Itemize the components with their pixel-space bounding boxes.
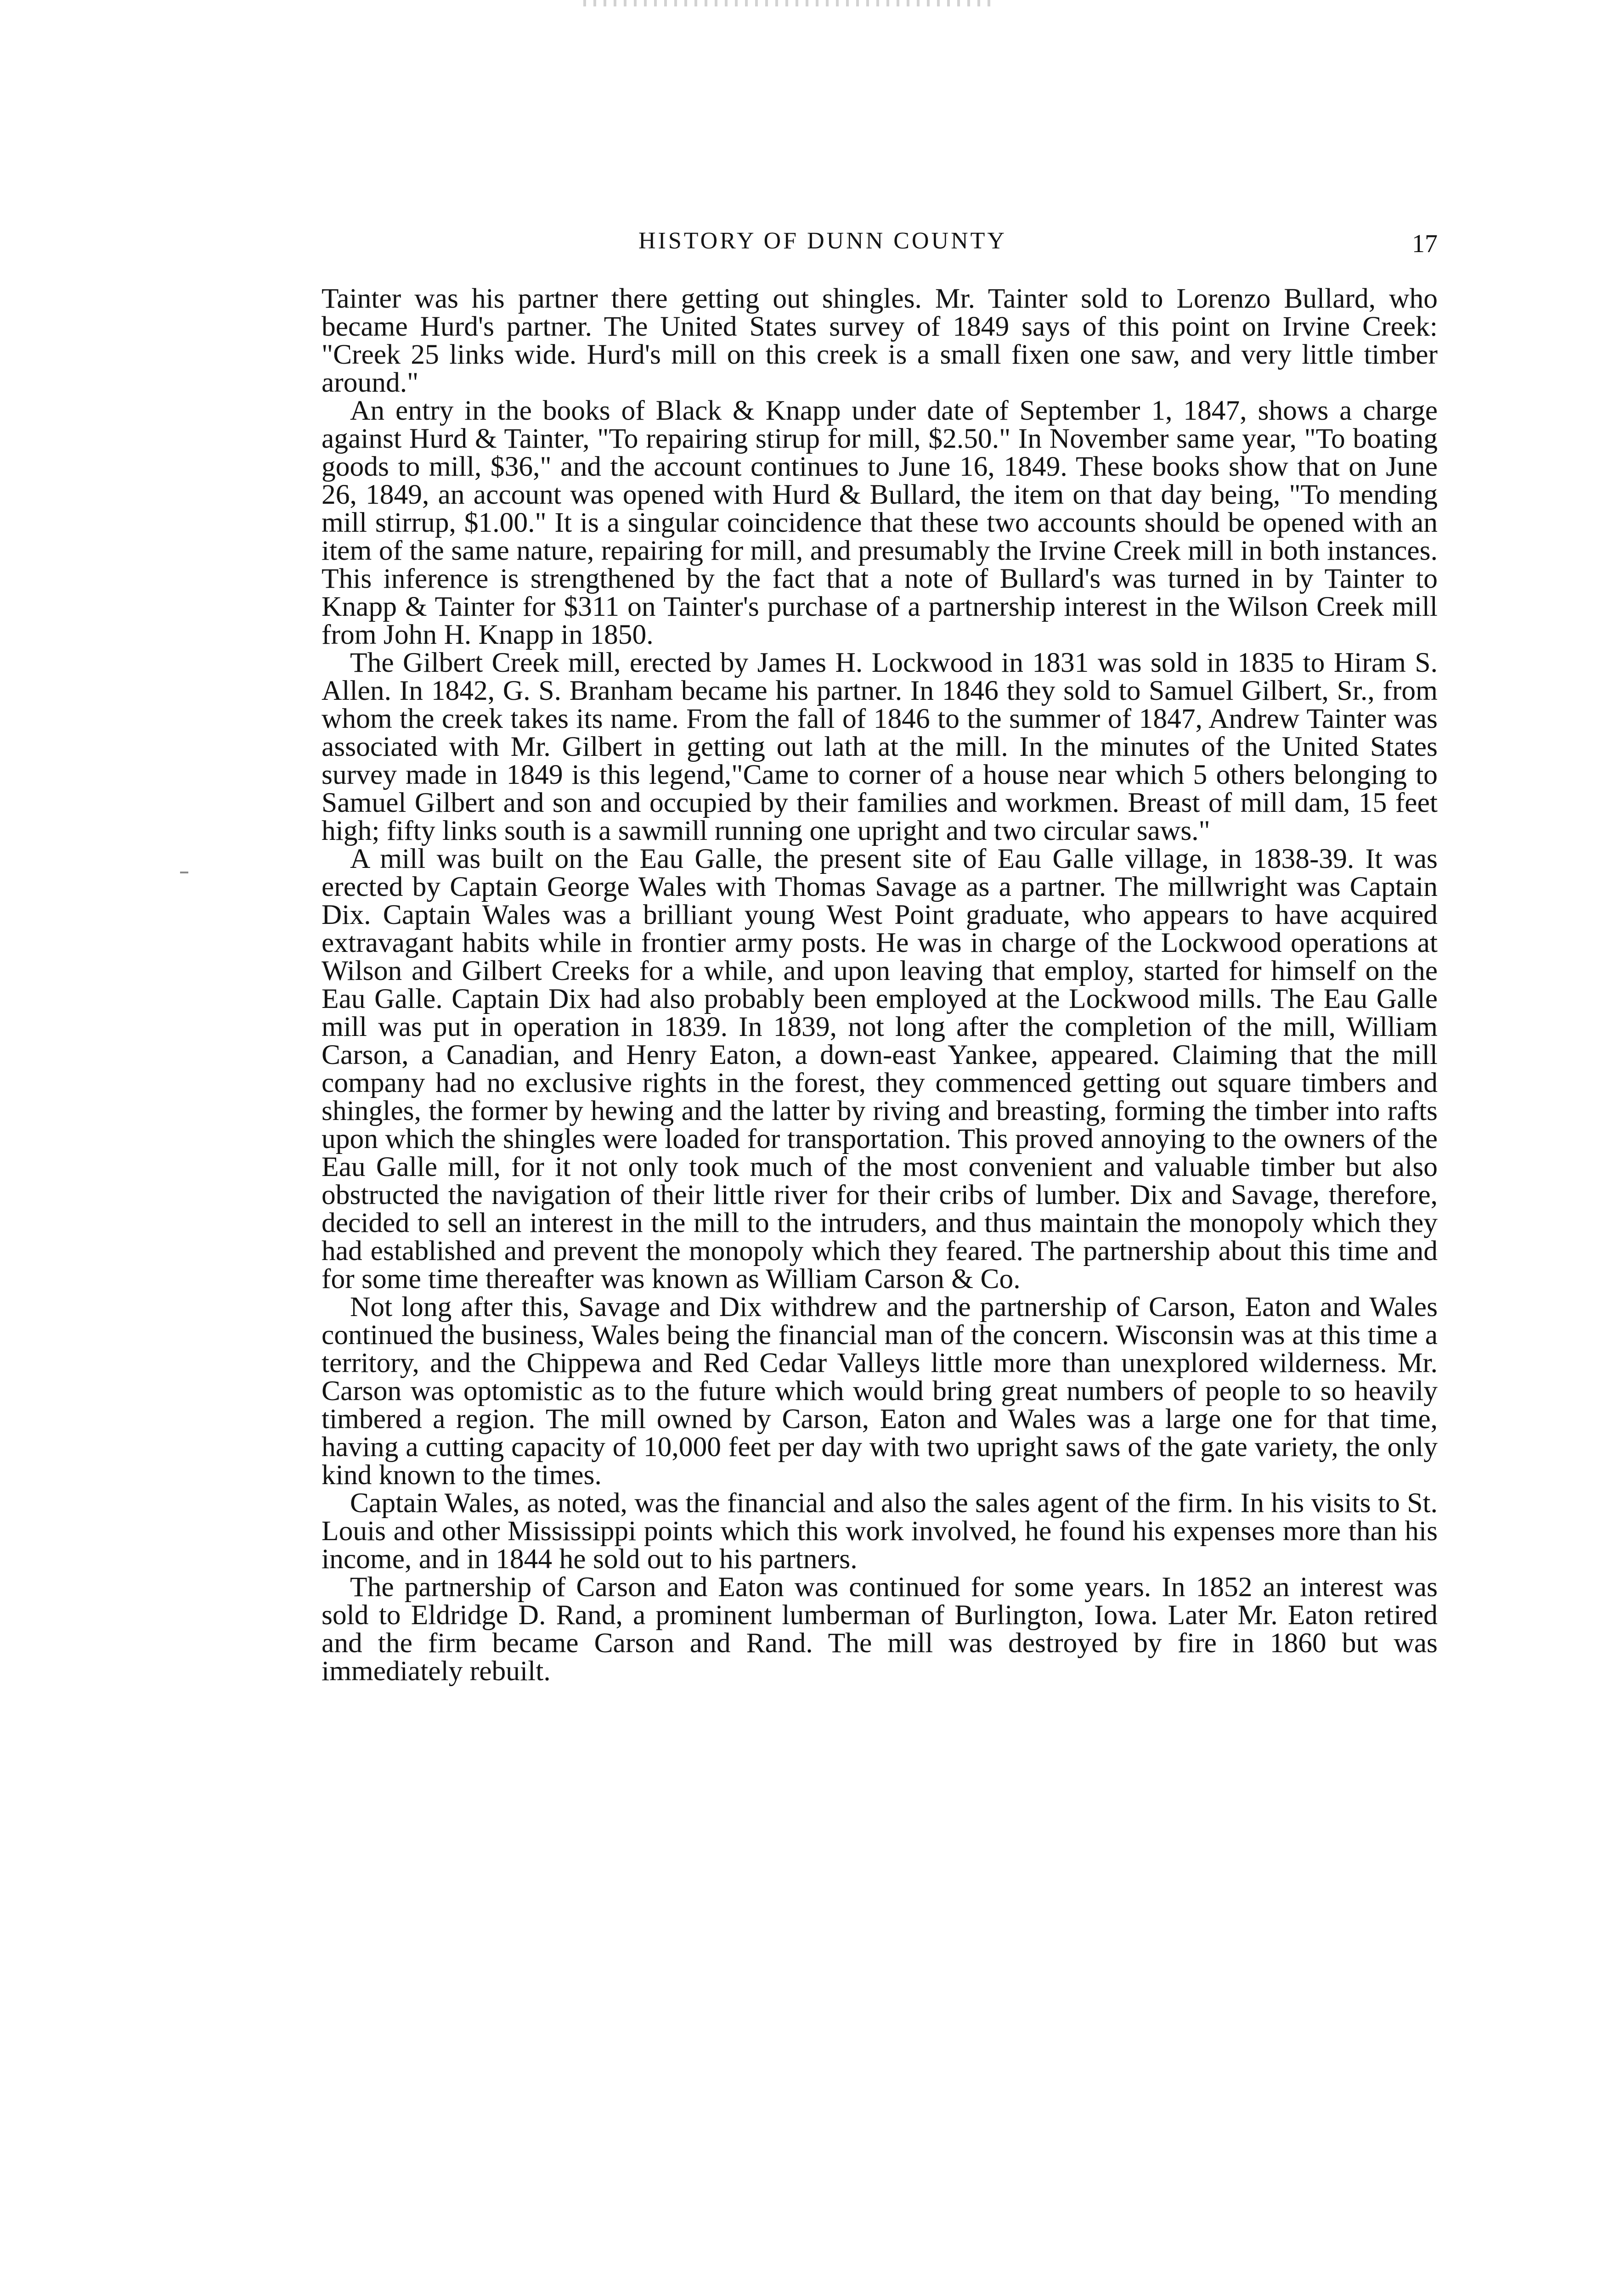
scan-artifact — [583, 0, 997, 6]
paragraph: Tainter was his partner there getting out shingles. Mr. Tainter sold to Lorenzo Bullard, who became Hurd's partner. The United States survey of 1849 says of this point on Irvine Creek: "Creek 25 links wide. Hurd's mill on this creek is a small fixen one saw, and very little timber around." — [322, 283, 1438, 398]
paragraph: An entry in the books of Black & Knapp under date of September 1, 1847, shows a charge against Hurd & Tainter, "To repairing stirup for mill, $2.50." In November same year, "To boating goods to mill, $36," and the account continues to June 16, 1849. These books show that on June 26, 1849, an account was opened with Hurd & Bullard, the item on that day being, "To mending mill stirrup, $1.00." It is a singular coincidence that these two accounts should be opened with an item of the same nature, repairing for mill, and presumably the Irvine Creek mill in both instances. This inference is strengthened by the fact that a note of Bullard's was turned in by Tainter to Knapp & Tainter for $311 on Tainter's purchase of a partnership interest in the Wilson Creek mill from John H. Knapp in 1850. — [322, 395, 1438, 650]
paragraph: A mill was built on the Eau Galle, the present site of Eau Galle village, in 1838-39. It was erected by Captain George Wales with Thomas Savage as a partner. The millwright was Captain Dix. Captain Wales was a brilliant young West Point graduate, who appears to have acquired extravagant habits while in frontier army posts. He was in charge of the Lockwood operations at Wilson and Gilbert Creeks for a while, and upon leaving that employ, started for himself on the Eau Galle. Captain Dix had also probably been employed at the Lockwood mills. The Eau Galle mill was put in operation in 1839. In 1839, not long after the completion of the mill, William Carson, a Canadian, and Henry Eaton, a down-east Yankee, appeared. Claiming that the mill company had no exclusive rights in the forest, they commenced getting out square timbers and shingles, the former by hewing and the latter by riving and breasting, forming the timber into rafts upon which the shingles were loaded for transportation. This proved annoying to the owners of the Eau Galle mill, for it not only took much of the most convenient and valuable timber but also obstructed the navigation of their little river for their cribs of lumber. Dix and Savage, therefore, decided to sell an interest in the mill to the intruders, and thus maintain the monopoly which they had established and prevent the monopoly which they feared. The partnership about this time and for some time thereafter was known as William Carson & Co. — [322, 843, 1438, 1294]
paragraph: The partnership of Carson and Eaton was continued for some years. In 1852 an interest was sold to Eldridge D. Rand, a prominent lumberman of Burlington, Iowa. Later Mr. Eaton retired and the firm became Carson and Rand. The mill was destroyed by fire in 1860 but was immediately rebuilt. — [322, 1571, 1438, 1687]
running-head: HISTORY OF DUNN COUNTY — [638, 228, 1007, 254]
page-number: 17 — [1412, 230, 1438, 258]
page-body — [322, 285, 1438, 1685]
scan-mark — [180, 872, 188, 873]
paragraph: The Gilbert Creek mill, erected by James H. Lockwood in 1831 was sold in 1835 to Hiram S. Allen. In 1842, G. S. Branham became his partner. In 1846 they sold to Samuel Gilbert, Sr., from whom the creek takes its name. From the fall of 1846 to the summer of 1847, Andrew Tainter was associated with Mr. Gilbert in getting out lath at the mill. In the minutes of the United States survey made in 1849 is this legend,"Came to corner of a house near which 5 others belonging to Samuel Gilbert and son and occupied by their families and workmen. Breast of mill dam, 15 feet high; fifty links south is a sawmill running one upright and two circular saws." — [322, 647, 1438, 846]
paragraph: Not long after this, Savage and Dix withdrew and the partnership of Carson, Eaton and Wales continued the business, Wales being the financial man of the concern. Wisconsin was at this time a territory, and the Chippewa and Red Cedar Valleys little more than unexplored wilderness. Mr. Carson was optomistic as to the future which would bring great numbers of people to so heavily timbered a region. The mill owned by Carson, Eaton and Wales was a large one for that time, having a cutting capacity of 10,000 feet per day with two upright saws of the gate variety, the only kind known to the times. — [322, 1291, 1438, 1491]
page-header — [322, 227, 1438, 264]
paragraph: Captain Wales, as noted, was the financial and also the sales agent of the firm. In his visits to St. Louis and other Mississippi points which this work involved, he found his expenses more than his income, and in 1844 he sold out to his partners. — [322, 1487, 1438, 1575]
